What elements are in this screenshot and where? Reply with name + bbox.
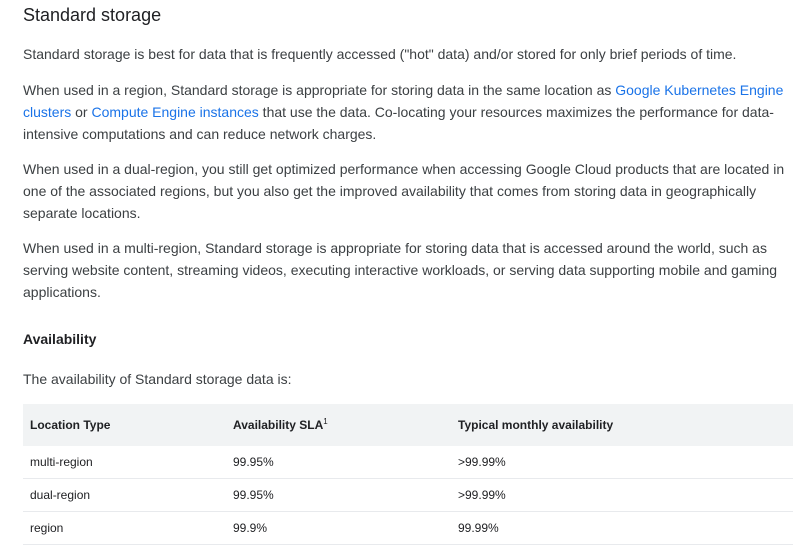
table-row [23, 512, 793, 545]
cell-sla: 99.9% [226, 512, 451, 545]
paragraph-intro: Standard storage is best for data that is frequently accessed ("hot" data) and/or stored for only brief periods of time. [23, 46, 737, 62]
header-sla-label: Availability SLA [233, 418, 324, 432]
paragraph-multi-region: When used in a multi-region, Standard storage is appropriate for storing data that is accessed around the world, such as serving website content, streaming videos, executing interactive workloads, or serving data supporting mobile and gaming applications. [23, 240, 778, 300]
header-availability-sla [226, 404, 451, 446]
table-header-row [23, 404, 793, 446]
availability-intro: The availability of Standard storage data is: [23, 371, 292, 387]
cell-monthly: >99.99% [451, 446, 793, 479]
availability-table [23, 404, 793, 545]
cell-location: region [23, 512, 226, 545]
table-row [23, 446, 793, 479]
paragraph-region-text-2: or [71, 104, 92, 120]
table-row [23, 479, 793, 512]
cell-sla: 99.95% [226, 446, 451, 479]
cell-monthly: >99.99% [451, 479, 793, 512]
cell-sla: 99.95% [226, 479, 451, 512]
cell-location: multi-region [23, 446, 226, 479]
header-location-type: Location Type [23, 404, 226, 446]
cell-location: dual-region [23, 479, 226, 512]
page-title: Standard storage [23, 5, 162, 25]
sla-footnote-marker[interactable]: 1 [323, 417, 328, 426]
paragraph-region-text-3: that use the data. Co-locating your resources maximizes the performance for data-intensive computations and can reduce network charges. [23, 104, 774, 142]
paragraph-region [23, 79, 791, 145]
paragraph-dual-region: When used in a dual-region, you still get optimized performance when accessing Google Cloud products that are located in one of the associated regions, but you also get the improved availability that comes from storing data in geographically separate locations. [23, 161, 785, 221]
availability-heading: Availability [23, 331, 97, 347]
paragraph-region-text-1: When used in a region, Standard storage is appropriate for storing data in the same location as [23, 82, 616, 98]
gke-clusters-link[interactable]: Google Kubernetes Engine clusters [23, 82, 784, 120]
cell-monthly: 99.99% [451, 512, 793, 545]
header-monthly-availability: Typical monthly availability [451, 404, 793, 446]
compute-engine-link[interactable]: Compute Engine instances [91, 104, 259, 120]
